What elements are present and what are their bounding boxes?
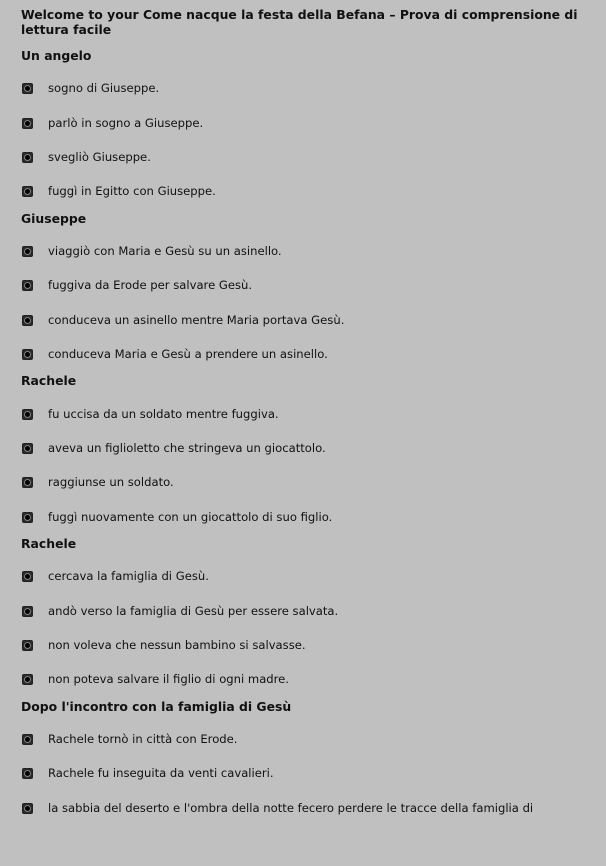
option-label: conduceva un asinello mentre Maria portava Gesù.: [48, 313, 345, 327]
radio-dot-icon: [24, 676, 31, 683]
option-label: fu uccisa da un soldato mentre fuggiva.: [48, 407, 279, 421]
question-3-option-1[interactable]: [22, 405, 279, 423]
radio-button[interactable]: [22, 734, 33, 745]
radio-button[interactable]: [22, 571, 33, 582]
option-label: conduceva Maria e Gesù a prendere un asinello.: [48, 347, 328, 361]
radio-button[interactable]: [22, 606, 33, 617]
question-4-option-3[interactable]: [22, 636, 306, 654]
question-2-option-2[interactable]: [22, 276, 252, 294]
option-label: non voleva che nessun bambino si salvasse.: [48, 638, 306, 652]
radio-dot-icon: [24, 479, 31, 486]
option-label: raggiunse un soldato.: [48, 475, 174, 489]
radio-dot-icon: [24, 351, 31, 358]
question-3-option-3[interactable]: [22, 473, 174, 491]
radio-button[interactable]: [22, 186, 33, 197]
radio-button[interactable]: [22, 640, 33, 651]
option-label: cercava la famiglia di Gesù.: [48, 569, 209, 583]
quiz-title: Welcome to your Come nacque la festa della Befana – Prova di comprensione di lettura facile: [21, 7, 578, 37]
radio-dot-icon: [24, 282, 31, 289]
radio-dot-icon: [24, 805, 31, 812]
question-2-option-3[interactable]: [22, 311, 344, 329]
radio-dot-icon: [24, 120, 31, 127]
radio-button[interactable]: [22, 477, 33, 488]
option-label: fuggì nuovamente con un giocattolo di suo figlio.: [48, 510, 333, 524]
radio-dot-icon: [24, 445, 31, 452]
question-3-option-2[interactable]: [22, 439, 326, 457]
radio-button[interactable]: [22, 409, 33, 420]
radio-dot-icon: [24, 642, 31, 649]
question-1-option-2[interactable]: [22, 114, 203, 132]
question-2-option-1[interactable]: [22, 242, 282, 260]
radio-button[interactable]: [22, 280, 33, 291]
radio-button[interactable]: [22, 443, 33, 454]
radio-button[interactable]: [22, 152, 33, 163]
radio-button[interactable]: [22, 349, 33, 360]
option-label: fuggiva da Erode per salvare Gesù.: [48, 278, 253, 292]
radio-dot-icon: [24, 154, 31, 161]
option-label: viaggiò con Maria e Gesù su un asinello.: [48, 244, 282, 258]
option-label: aveva un figlioletto che stringeva un giocattolo.: [48, 441, 326, 455]
question-3-heading: Rachele: [21, 373, 77, 388]
radio-button[interactable]: [22, 512, 33, 523]
question-5-option-2[interactable]: [22, 764, 274, 782]
question-4-option-2[interactable]: [22, 602, 338, 620]
question-5-heading: Dopo l'incontro con la famiglia di Gesù: [21, 699, 292, 714]
radio-dot-icon: [24, 317, 31, 324]
option-label: sogno di Giuseppe.: [48, 81, 160, 95]
radio-dot-icon: [24, 188, 31, 195]
question-5-option-1[interactable]: [22, 730, 237, 748]
radio-button[interactable]: [22, 803, 33, 814]
question-2-option-4[interactable]: [22, 345, 328, 363]
radio-button[interactable]: [22, 83, 33, 94]
option-label: Rachele tornò in città con Erode.: [48, 732, 238, 746]
radio-dot-icon: [24, 736, 31, 743]
question-4-heading: Rachele: [21, 536, 77, 551]
option-label: andò verso la famiglia di Gesù per essere salvata.: [48, 604, 339, 618]
radio-dot-icon: [24, 608, 31, 615]
question-5-option-3[interactable]: [22, 799, 533, 817]
radio-dot-icon: [24, 85, 31, 92]
question-4-option-4[interactable]: [22, 670, 289, 688]
radio-dot-icon: [24, 573, 31, 580]
question-1-heading: Un angelo: [21, 48, 92, 63]
radio-button[interactable]: [22, 315, 33, 326]
radio-dot-icon: [24, 770, 31, 777]
option-label: parlò in sogno a Giuseppe.: [48, 116, 204, 130]
question-2-heading: Giuseppe: [21, 211, 87, 226]
question-1-option-4[interactable]: [22, 182, 216, 200]
option-label: non poteva salvare il figlio di ogni madre.: [48, 672, 289, 686]
radio-dot-icon: [24, 514, 31, 521]
radio-button[interactable]: [22, 674, 33, 685]
radio-dot-icon: [24, 411, 31, 418]
option-label: svegliò Giuseppe.: [48, 150, 151, 164]
question-1-option-1[interactable]: [22, 79, 159, 97]
question-3-option-4[interactable]: [22, 508, 332, 526]
radio-button[interactable]: [22, 118, 33, 129]
option-label: Rachele fu inseguita da venti cavalieri.: [48, 766, 274, 780]
radio-dot-icon: [24, 248, 31, 255]
option-label: fuggì in Egitto con Giuseppe.: [48, 184, 216, 198]
radio-button[interactable]: [22, 768, 33, 779]
question-1-option-3[interactable]: [22, 148, 151, 166]
question-4-option-1[interactable]: [22, 567, 209, 585]
radio-button[interactable]: [22, 246, 33, 257]
option-label: la sabbia del deserto e l'ombra della notte fecero perdere le tracce della famiglia di: [48, 801, 534, 815]
